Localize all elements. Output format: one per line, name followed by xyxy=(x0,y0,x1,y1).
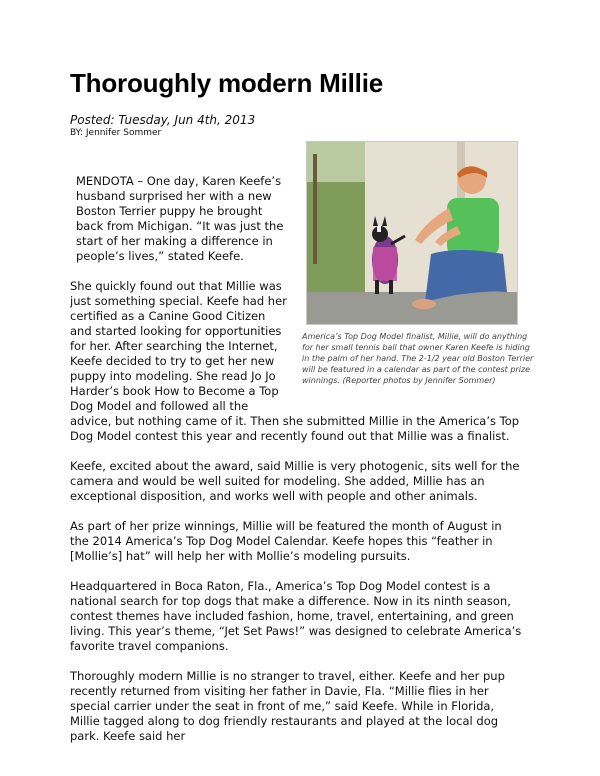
article-body xyxy=(70,174,534,759)
byline: BY: Jennifer Sommer xyxy=(70,128,162,138)
photo-caption: America’s Top Dog Model finalist, Millie, will do anything for her small tennis ball that owner Karen Keefe is hiding in the palm of her hand. The 2-1/2 year old Boston Terrier will be featured in a calendar as part of the contest prize winnings. (Reporter photos by Jennifer Sommer) xyxy=(302,332,534,385)
paragraph-2: She quickly found out that Millie was just something special. Keefe had her certified as a Canine Good Citizen and started looking for opportunities for her. After searching the Internet, Keefe decided to try to get her new puppy into modeling. She read Jo Jo Harder’s book How to Become a Top Dog Model and followed all the advice, but nothing came of it. Then she submitted Millie in the America’s Top Dog Model contest this year and recently found out that Millie was a finalist. xyxy=(70,279,520,443)
photo-illustration xyxy=(307,142,517,324)
paragraph-6: Thoroughly modern Millie is no stranger to travel, either. Keefe and her pup recently returned from visiting her father in Davie, Fla. “Millie flies in her special carrier under the seat in front of me,” said Keefe. While in Florida, Millie tagged along to dog friendly restaurants and played at the local dog park. Keefe said her xyxy=(70,669,505,743)
photo-woman-with-dog xyxy=(306,141,518,325)
paragraph-4: As part of her prize winnings, Millie will be featured the month of August in the 2014 America’s Top Dog Model Calendar. Keefe hopes this “feather in [Mollie’s] hat” will help her with Mollie’s modeling pursuits. xyxy=(70,519,502,563)
paragraph-5: Headquartered in Boca Raton, Fla., America’s Top Dog Model contest is a national search for top dogs that make a difference. Now in its ninth season, contest themes have included fashion, home, travel, entertaining, and green living. This year’s theme, “Jet Set Paws!” was designed to celebrate America’s favorite travel companions. xyxy=(70,579,522,653)
photo-figure xyxy=(297,141,539,397)
paragraph-3: Keefe, excited about the award, said Millie is very photogenic, sits well for the camera and would be well suited for modeling. She added, Millie has an exceptional disposition, and works well with people and other animals. xyxy=(70,459,520,503)
article-title: Thoroughly modern Millie xyxy=(70,68,383,98)
paragraph-1: MENDOTA – One day, Karen Keefe’s husband surprised her with a new Boston Terrier puppy he brought back from Michigan. “It was just the start of her making a difference in people’s lives,” stated Keefe. xyxy=(76,174,284,263)
posted-date: Posted: Tuesday, Jun 4th, 2013 xyxy=(70,113,256,127)
